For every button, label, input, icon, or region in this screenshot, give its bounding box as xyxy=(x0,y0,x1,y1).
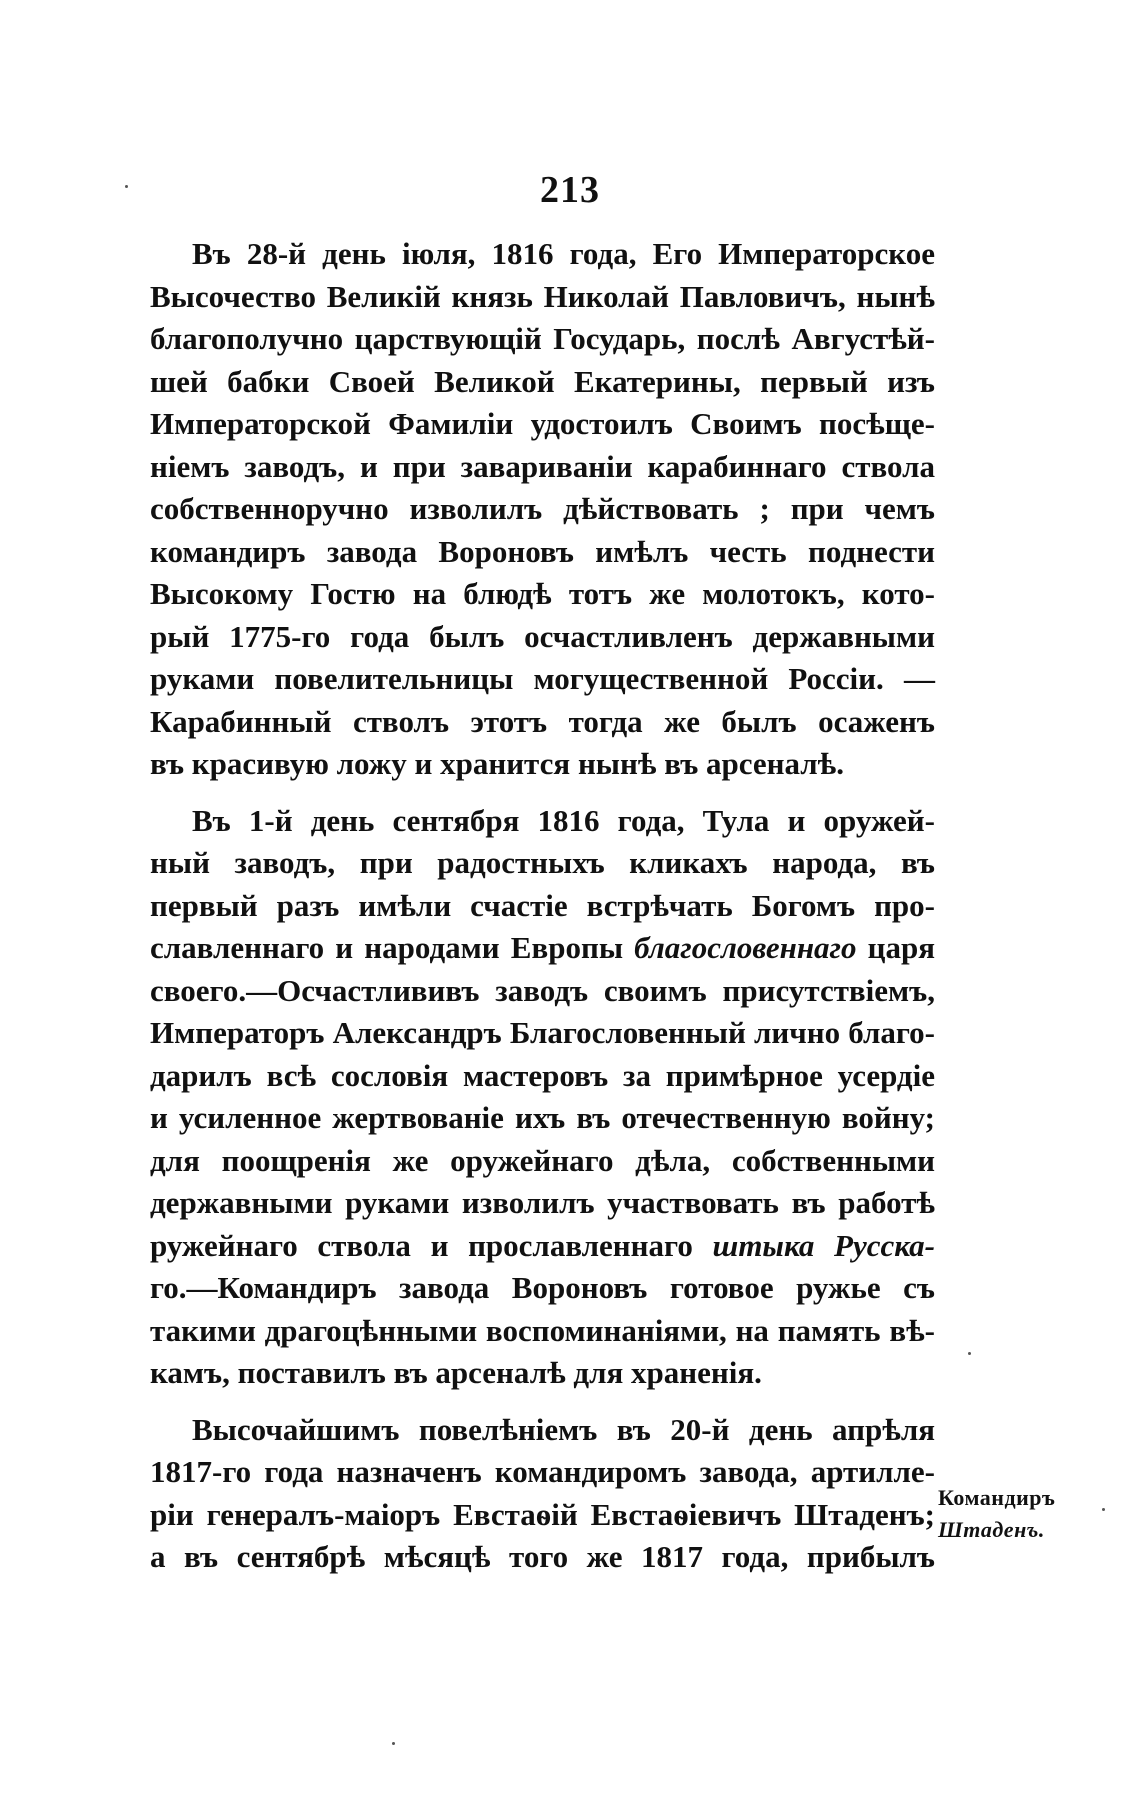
text-line: для поощренія же оружейнаго дѣла, собственными xyxy=(150,1142,935,1178)
text-line: Императорской Фамиліи удостоилъ Своимъ посѣще- xyxy=(150,406,935,441)
text-line: Высочайшимъ повелѣніемъ въ 20-й день апрѣля xyxy=(192,1411,935,1447)
text-line: въ красивую ложу и хранится нынѣ въ арсеналѣ. xyxy=(150,746,845,781)
text-line: камъ, поставилъ въ арсеналѣ для храненія. xyxy=(150,1355,762,1390)
text-segment: ружейнаго ствола и прославленнаго xyxy=(150,1227,693,1263)
paragraph-gap xyxy=(150,1395,935,1409)
marginal-note-line: Командиръ xyxy=(938,1485,1056,1510)
text-line-mixed xyxy=(150,927,935,970)
text-line: рый 1775-го года былъ осчастливленъ державными xyxy=(150,618,935,654)
text-line: командиръ завода Вороновъ имѣлъ честь поднести xyxy=(150,533,935,569)
text-line-mixed xyxy=(150,1225,935,1268)
page-number: 213 xyxy=(540,169,600,211)
marginal-note xyxy=(938,1482,1098,1546)
text-line: Высочество Великій князь Николай Павловичъ, нынѣ xyxy=(150,278,935,314)
marginal-note-line: Штаденъ. xyxy=(938,1517,1045,1542)
italic-text-segment: штыка Русска- xyxy=(712,1227,936,1263)
text-line: ніемъ заводъ, и при завариваніи карабиннаго ствола xyxy=(150,448,935,484)
text-line: своего.—Осчастлививъ заводъ своимъ присутствіемъ, xyxy=(150,972,935,1008)
text-line: и усиленное жертвованіе ихъ въ отечественную войну; xyxy=(150,1100,935,1135)
italic-text-segment: благословеннаго xyxy=(634,930,857,965)
text-line: первый разъ имѣли счастіе встрѣчать Богомъ про- xyxy=(150,887,935,923)
text-line: а въ сентябрѣ мѣсяцѣ того же 1817 года, прибылъ xyxy=(150,1539,935,1574)
text-line: благополучно царствующій Государь, послѣ Августѣй- xyxy=(150,321,935,356)
text-line: ный заводъ, при радостныхъ кликахъ народа, въ xyxy=(150,845,935,880)
scan-speck xyxy=(1102,1508,1105,1511)
scan-speck xyxy=(968,1352,971,1355)
text-line: собственноручно изволилъ дѣйствовать ; при чемъ xyxy=(150,491,935,526)
text-line: дарилъ всѣ сословія мастеровъ за примѣрное усердіе xyxy=(150,1057,935,1093)
text-line: Карабинный стволъ этотъ тогда же былъ осаженъ xyxy=(150,703,935,739)
text-line: такими драгоцѣнными воспоминаніями, на память вѣ- xyxy=(150,1312,935,1348)
text-line: державными руками изволилъ участвовать въ работѣ xyxy=(150,1185,935,1220)
text-line: го.—Командиръ завода Вороновъ готовое ружье съ xyxy=(150,1270,935,1305)
text-line: ріи генералъ-маіоръ Евстаѳій Евстаѳіевичъ Штаденъ; xyxy=(150,1496,935,1532)
scan-speck xyxy=(125,185,128,188)
text-line: руками повелительницы могущественной Россіи. — xyxy=(150,661,935,696)
text-line: 1817-го года назначенъ командиромъ завода, артилле- xyxy=(150,1454,935,1489)
scan-speck xyxy=(392,1742,395,1745)
text-segment: славленнаго и народами Европы xyxy=(150,930,624,965)
text-line: шей бабки Своей Великой Екатерины, первый изъ xyxy=(150,363,935,399)
text-line: Высокому Гостю на блюдѣ тотъ же молотокъ, кото- xyxy=(150,576,935,611)
body-text xyxy=(150,233,935,1579)
paragraph-3 xyxy=(150,1409,935,1579)
text-segment: царя xyxy=(856,930,936,965)
paragraph-1 xyxy=(150,233,935,786)
text-line: Въ 1-й день сентября 1816 года, Тула и оружей- xyxy=(192,802,935,838)
text-line: Императоръ Александръ Благословенный лично благо- xyxy=(150,1015,935,1050)
paragraph-2 xyxy=(150,800,935,1395)
paragraph-gap xyxy=(150,786,935,800)
text-line: Въ 28-й день іюля, 1816 года, Его Императорское xyxy=(192,236,935,271)
